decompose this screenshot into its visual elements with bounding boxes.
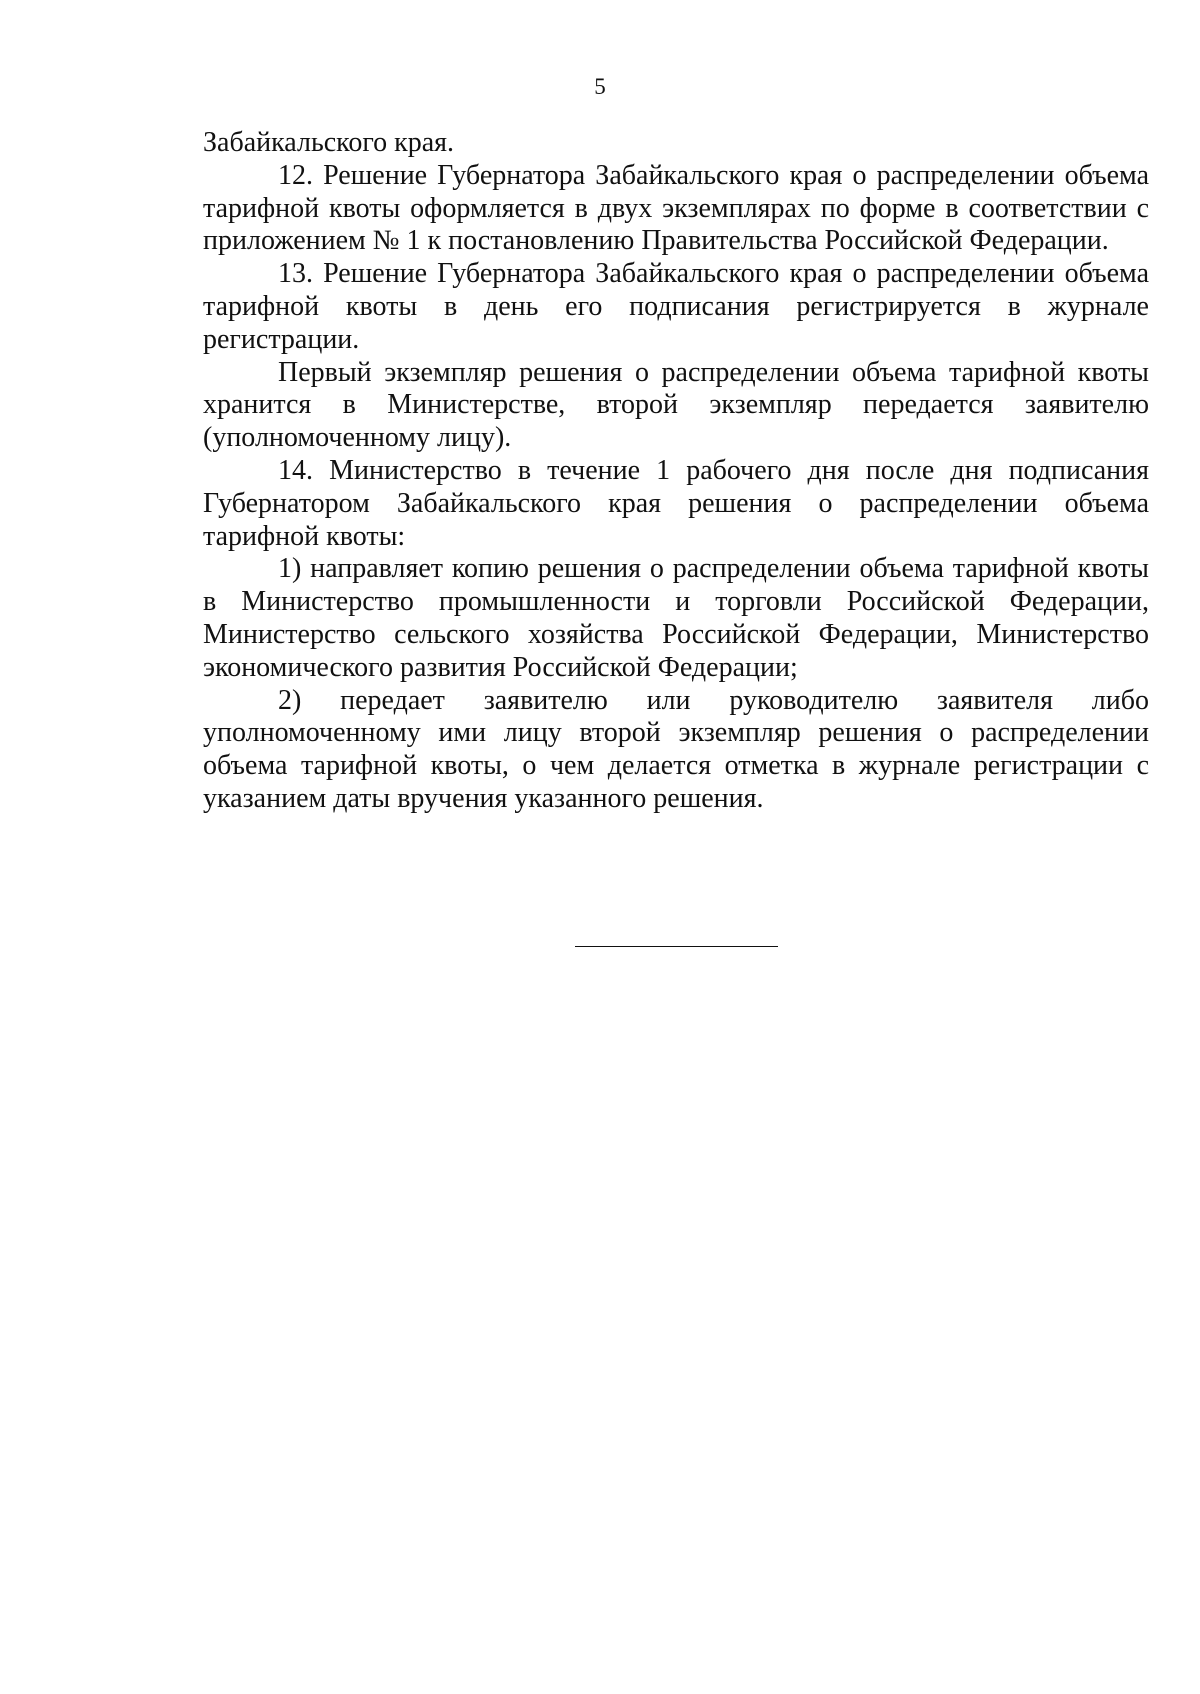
paragraph-continuation: Забайкальского края. [203, 127, 455, 158]
paragraph-item-13: 13. Решение Губернатора Забайкальского края о распределении объема тарифной квоты в день его подписания регистрируется в журнале регистрации. [203, 258, 1149, 355]
end-rule [575, 946, 778, 947]
paragraph-item-14: 14. Министерство в течение 1 рабочего дня после дня подписания Губернатором Забайкальского края решения о распределении объема тарифной квоты: [203, 454, 1149, 552]
page-number: 5 [594, 74, 606, 99]
paragraph-subitem-1: 1) направляет копию решения о распределении объема тарифной квоты в Министерство промышленности и торговли Российской Федерации, Министерство сельского хозяйства Российской Федерации, Министерство экономического развития Российской Федерации; [203, 553, 1149, 683]
paragraph-subitem-2: 2) передает заявителю или руководителю заявителя либо уполномоченному ими лицу второй экземпляр решения о распределении объема тарифной квоты, о чем делается отметка в журнале регистрации с указанием даты вручения указанного решения. [203, 684, 1149, 814]
document-body [203, 127, 1149, 816]
paragraph-first-copy: Первый экземпляр решения о распределении объема тарифной квоты хранится в Министерстве, второй экземпляр передается заявителю (уполномоченному лицу). [203, 356, 1149, 454]
paragraph-item-12: 12. Решение Губернатора Забайкальского края о распределении объема тарифной квоты оформляется в двух экземплярах по форме в соответствии с приложением № 1 к постановлению Правительства Российской Федерации. [203, 159, 1149, 257]
